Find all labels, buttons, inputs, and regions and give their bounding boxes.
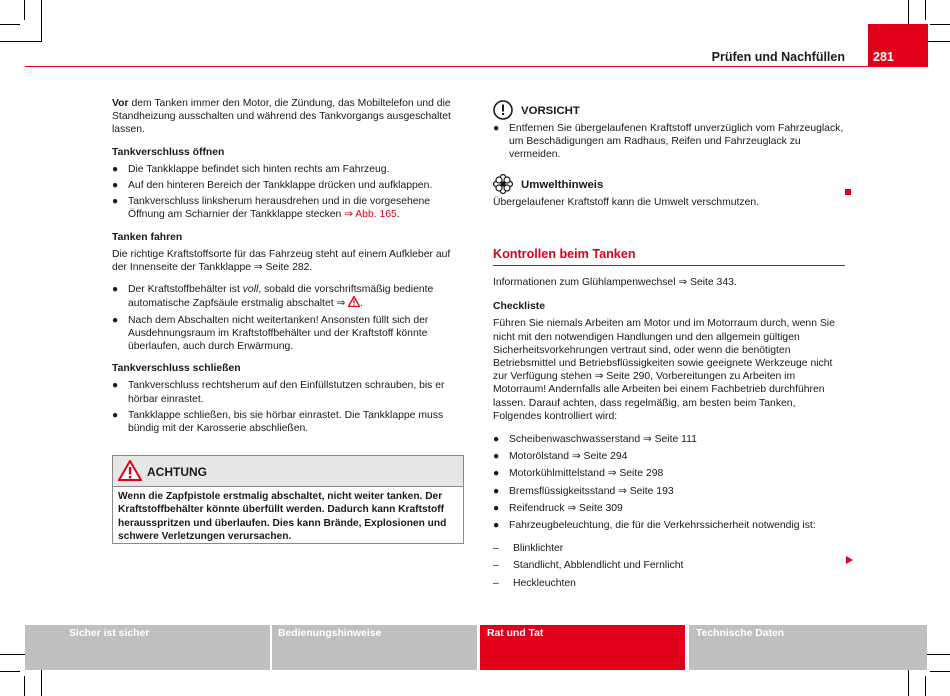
crop-mark: [925, 676, 926, 696]
section-title: Kontrollen beim Tanken: [493, 248, 845, 266]
tab-sicher-ist-sicher[interactable]: Sicher ist sicher: [25, 625, 270, 670]
crop-mark: [0, 671, 20, 672]
continue-arrow-icon: [846, 556, 853, 564]
check-item: ● Bremsflüssigkeitsstand ⇒ Seite 193: [493, 485, 674, 497]
list-item: ● Tankklappe schließen, bis sie hörbar einrastet. Die Tankklappe muss bündig mit der Karosserie abschließen.: [112, 409, 444, 435]
check-item: ● Motorkühlmittelstand ⇒ Seite 298: [493, 468, 664, 480]
right-column: [493, 100, 845, 594]
fuel-type-paragraph: Die richtige Kraftstoffsorte für das Fahrzeug steht auf einem Aufkleber auf der Innenseite der Tankklappe ⇒ Seite 282.: [112, 248, 451, 274]
check-item: ● Scheibenwaschwasserstand ⇒ Seite 111: [493, 434, 697, 446]
heading-checklist: Checkliste: [493, 301, 545, 313]
crop-mark: [930, 24, 950, 25]
crop-mark: [41, 0, 42, 42]
environment-header: [493, 174, 845, 196]
crop-mark: [925, 0, 926, 20]
warning-triangle-icon: [118, 460, 142, 481]
check-item: ● Fahrzeugbeleuchtung, die für die Verkehrssicherheit notwendig ist:: [493, 520, 816, 532]
check-item: ● Reifendruck ⇒ Seite 309: [493, 502, 623, 514]
checklist-paragraph: Führen Sie niemals Arbeiten am Motor und im Motorraum durch, wenn Sie nicht mit den notwendigen Handlungen und den allgemein gültigen Sicherheitsvorkehrungen vertraut sind, oder wenn die benötigten Betriebsmittel und Betriebsflüssigkeiten sowie geeignete Werkzeuge nicht zur Verfügung stehen ⇒ Seite 290, Vorbereitungen zu Arbeiten im Motorraum! Andernfalls alle Arbeiten bei einem Fachbetrieb durchführen lassen. Darauf achten, dass regelmäßig, am besten beim Tanken, Folgendes kontrolliert wird:: [493, 318, 835, 422]
warning-box: [112, 455, 464, 544]
left-column: [112, 97, 464, 438]
figure-link[interactable]: ⇒ Abb. 165: [344, 209, 397, 221]
header-rule: [25, 66, 870, 67]
intro-paragraph: Vor dem Tanken immer den Motor, die Zündung, das Mobiltelefon und die Standheizung ausschalten und während des Tankvorgangs ausgeschaltet lassen.: [112, 98, 451, 136]
environment-text: Übergelaufener Kraftstoff kann die Umwelt verschmutzen.: [493, 196, 760, 208]
crop-mark: [0, 41, 42, 42]
list-item: ● Auf den hinteren Bereich der Tankklappe drücken und aufklappen.: [112, 180, 433, 192]
crop-mark: [0, 24, 20, 25]
crop-mark: [24, 0, 25, 20]
tab-rat-und-tat[interactable]: Rat und Tat: [480, 625, 685, 670]
tab-technische-daten[interactable]: Technische Daten: [689, 625, 927, 670]
flower-icon: [493, 174, 513, 194]
light-item: – Heckleuchten: [493, 577, 576, 589]
page-number: 281: [873, 50, 894, 64]
info-paragraph: Informationen zum Glühlampenwechsel ⇒ Seite 343.: [493, 277, 737, 289]
running-header: Prüfen und Nachfüllen: [711, 50, 845, 64]
environment-title: Umwelthinweis: [521, 178, 604, 191]
list-item: ● Nach dem Abschalten nicht weitertanken! Ansonsten füllt sich der Ausdehnungsraum im Kraftstoffbehälter und der Kraftstoff könnte überlaufen, auch durch Erwärmung.: [112, 314, 429, 353]
exclamation-circle-icon: [493, 100, 513, 120]
warning-triangle-icon: [348, 296, 360, 307]
check-item: ● Motorölstand ⇒ Seite 294: [493, 451, 628, 463]
caution-item: ● Entfernen Sie übergelaufenen Kraftstoff unverzüglich vom Fahrzeuglack, um Beschädigungen am Radhaus, Reifen und Fahrzeuglack zu vermeiden.: [493, 123, 844, 161]
crop-mark: [24, 676, 25, 696]
end-of-section-marker: [845, 189, 851, 195]
crop-mark: [930, 671, 950, 672]
warning-header: [113, 456, 463, 487]
warning-title: ACHTUNG: [147, 465, 207, 479]
caution-header: [493, 100, 845, 122]
heading-refuel: Tanken fahren: [112, 231, 183, 243]
tab-bedienungshinweise[interactable]: Bedienungshinweise: [272, 625, 477, 670]
light-item: – Blinklichter: [493, 543, 564, 555]
caution-title: VORSICHT: [521, 105, 580, 117]
warning-text: Wenn die Zapfpistole erstmalig abschaltet, nicht weiter tanken. Der Kraftstoffbehälter könnte überfüllt werden. Dadurch kann Kraftstoff herausspritzen und überlaufen. Dies kann Brände, Explosionen und schwere Verletzungen verursachen.: [118, 491, 447, 543]
list-item: ● Die Tankklappe befindet sich hinten rechts am Fahrzeug.: [112, 163, 390, 175]
light-item: – Standlicht, Abblendlicht und Fernlicht: [493, 560, 684, 572]
list-item: ● Der Kraftstoffbehälter ist voll, sobald die vorschriftsmäßig bediente automatische Zapfsäule erstmalig abschaltet ⇒ .: [112, 284, 434, 310]
list-item: ● Tankverschluss linksherum herausdrehen und in die vorgesehene Öffnung am Scharnier der Tankklappe stecken ⇒ Abb. 165.: [112, 196, 431, 221]
heading-open-cap: Tankverschluss öffnen: [112, 146, 225, 158]
heading-close-cap: Tankverschluss schließen: [112, 363, 241, 375]
list-item: ● Tankverschluss rechtsherum auf den Einfüllstutzen schrauben, bis er hörbar einrastet.: [112, 380, 445, 405]
